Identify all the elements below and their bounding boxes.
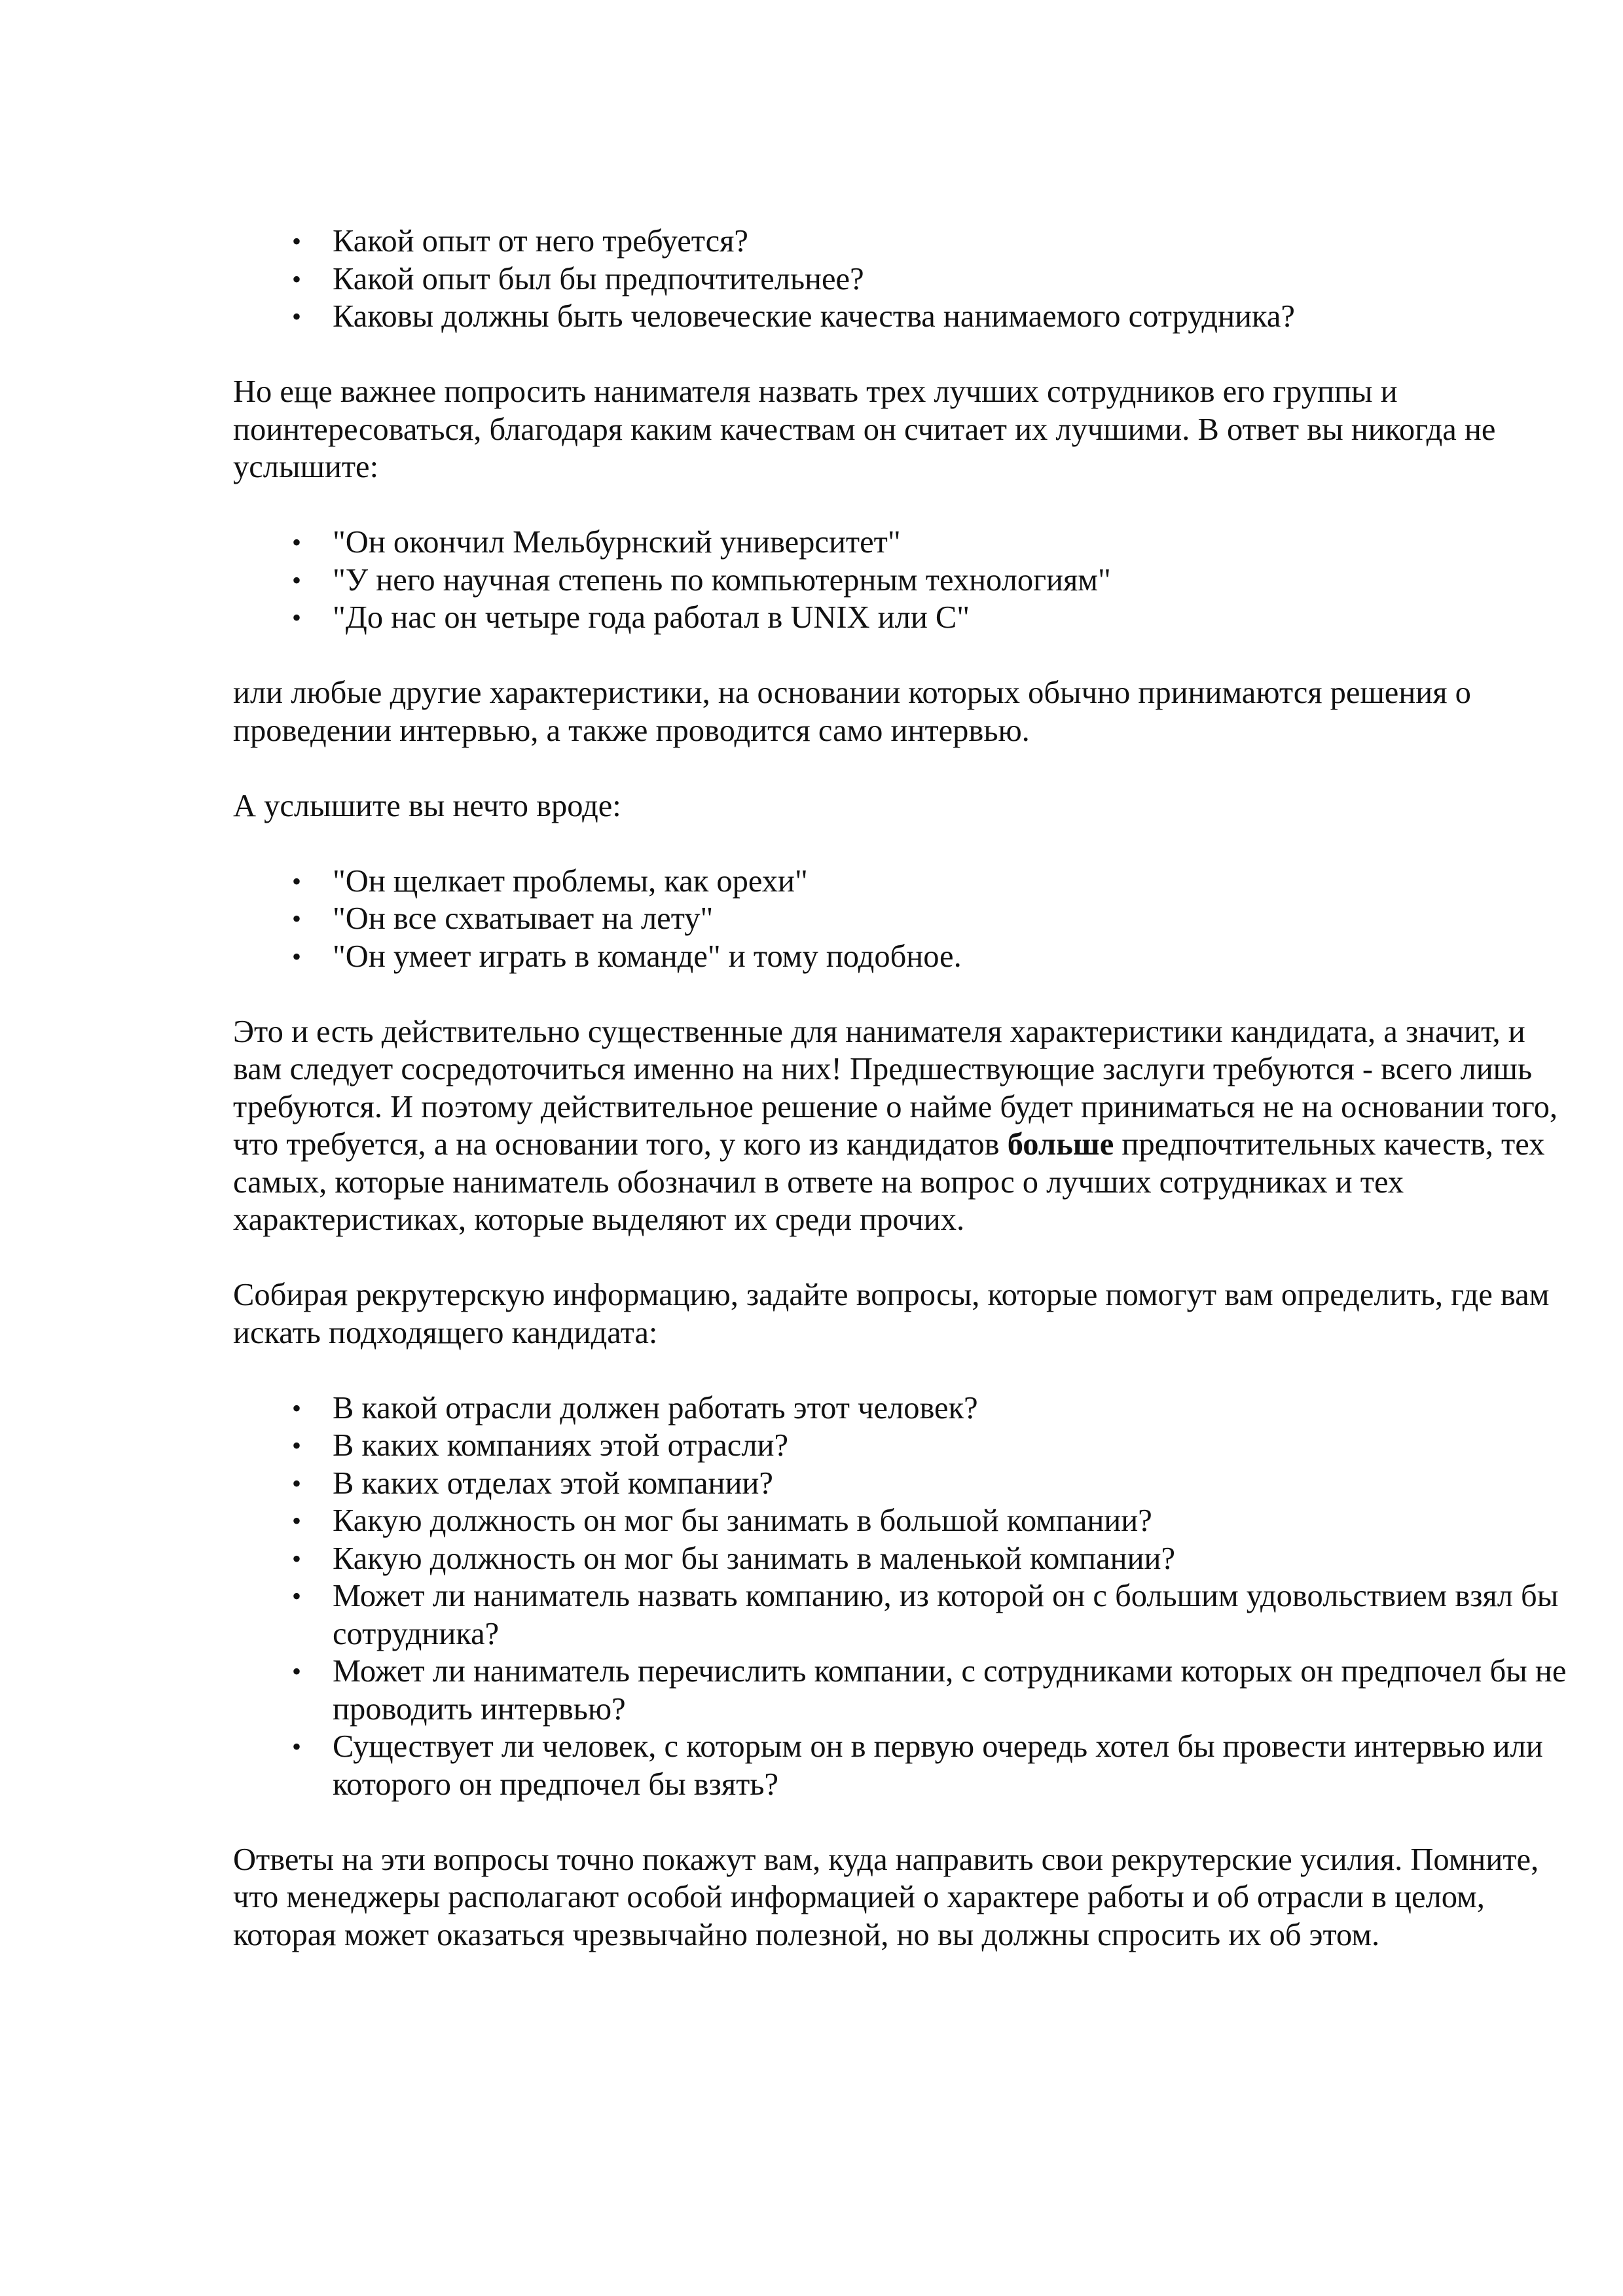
bullet-icon: • (291, 866, 301, 896)
bullet-icon: • (291, 1732, 301, 1761)
bullet-icon: • (291, 904, 301, 933)
list-item: • Существует ли человек, с которым он в первую очередь хотел бы провести интервью или которого он предпочел бы взять? (233, 1728, 1569, 1803)
bullet-icon: • (291, 1431, 301, 1460)
list-item: • "Он умеет играть в команде" и тому подобное. (233, 938, 1569, 976)
paragraph-recruiting-info: Собирая рекрутерскую информацию, задайте вопросы, которые помогут вам определить, где вам искать подходящего кандидата: (233, 1278, 1550, 1350)
bullet-icon: • (291, 1506, 301, 1535)
paragraph-best-employees: Но еще важнее попросить нанимателя назвать трех лучших сотрудников его группы и поинтересоваться, благодаря каким качествам он считает их лучшими. В ответ вы никогда не услышите: (233, 374, 1496, 484)
bullet-icon: • (291, 603, 301, 632)
will-hear-list (233, 863, 1569, 976)
list-item: • Каковы должны быть человеческие качества нанимаемого сотрудника? (233, 298, 1569, 336)
where-to-search-list (233, 1390, 1569, 1804)
paragraph-essential-characteristics: Это и есть действительно существенные для нанимателя характеристики кандидата, а значит, и вам следует сосредоточиться именно на них! Предшествующие заслуги требуются - всего лишь требуются. И поэтому действительное решение о найме будет приниматься не на основании того, что требуется, а на основании того, у кого из кандидатов больше предпочтительных качеств, тех самых, которые наниматель обозначил в ответе на вопрос о лучших сотрудниках и тех характеристиках, которые выделяют их среди прочих. (233, 1014, 1558, 1237)
list-item: • Может ли наниматель перечислить компании, с сотрудниками которых он предпочел бы не проводить интервью? (233, 1653, 1569, 1728)
bullet-icon: • (291, 1581, 301, 1611)
bullet-icon: • (291, 1468, 301, 1498)
bullet-icon: • (291, 226, 301, 256)
bullet-icon: • (291, 1657, 301, 1686)
document-page (233, 223, 1569, 1954)
bullet-icon: • (291, 528, 301, 557)
list-item: • "Он все схватывает на лету" (233, 900, 1569, 938)
experience-questions-list (233, 223, 1569, 336)
never-hear-list (233, 524, 1569, 637)
bullet-icon: • (291, 1543, 301, 1573)
list-item: • В каких отделах этой компании? (233, 1465, 1569, 1503)
list-item: • "Он окончил Мельбурнский университет" (233, 524, 1569, 562)
list-item: • Какой опыт был бы предпочтительнее? (233, 260, 1569, 298)
list-item: • Может ли наниматель назвать компанию, из которой он с большим удовольствием взял бы сотрудника? (233, 1577, 1569, 1653)
bullet-icon: • (291, 1393, 301, 1423)
bullet-icon: • (291, 565, 301, 595)
list-item: • "У него научная степень по компьютерным технологиям" (233, 562, 1569, 600)
bullet-icon: • (291, 264, 301, 294)
bullet-icon: • (291, 302, 301, 331)
list-item: • В какой отрасли должен работать этот человек? (233, 1390, 1569, 1427)
list-item: • "До нас он четыре года работал в UNIX или C" (233, 599, 1569, 637)
list-item: • В каких компаниях этой отрасли? (233, 1427, 1569, 1465)
paragraph-you-will-hear: А услышите вы нечто вроде: (233, 788, 621, 823)
list-item: • Какую должность он мог бы занимать в большой компании? (233, 1502, 1569, 1540)
list-item: • Какой опыт от него требуется? (233, 223, 1569, 260)
list-item: • Какую должность он мог бы занимать в маленькой компании? (233, 1540, 1569, 1578)
list-item: • "Он щелкает проблемы, как орехи" (233, 863, 1569, 901)
emphasis-more: больше (1007, 1127, 1114, 1162)
paragraph-conclusion: Ответы на эти вопросы точно покажут вам, куда направить свои рекрутерские усилия. Помните, что менеджеры располагают особой информацией о характере работы и об отрасли в целом, которая может оказаться чрезвычайно полезной, но вы должны спросить их об этом. (233, 1842, 1539, 1952)
bullet-icon: • (291, 941, 301, 971)
paragraph-other-characteristics: или любые другие характеристики, на основании которых обычно принимаются решения о проведении интервью, а также проводится само интервью. (233, 675, 1471, 748)
